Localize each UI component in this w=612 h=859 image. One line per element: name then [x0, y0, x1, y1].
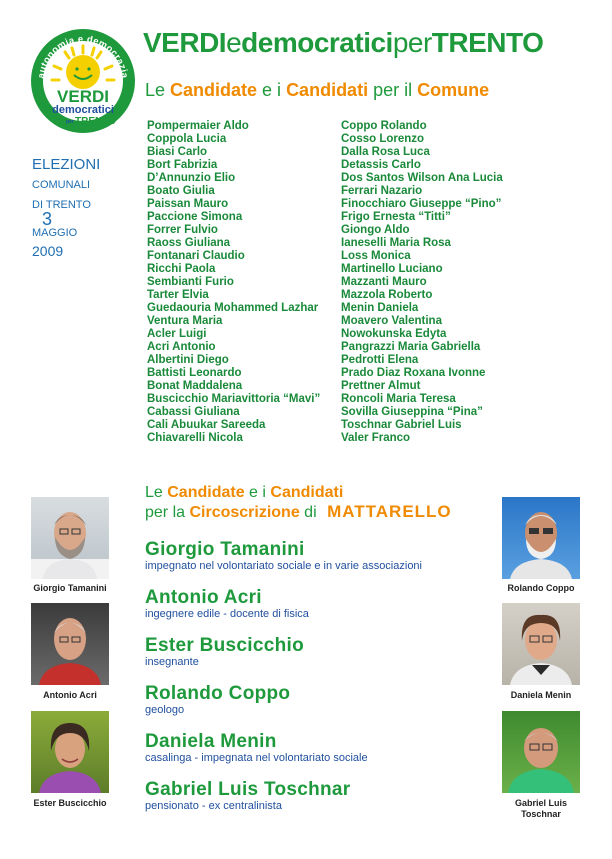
candidate-list-item: Pangrazzi Maria Gabriella [341, 341, 481, 353]
featured-candidate [145, 684, 290, 717]
logo-arc-text: autonomia e democrazia [36, 33, 130, 80]
candidate-list-item: Acler Luigi [147, 328, 207, 340]
featured-candidate [145, 540, 422, 573]
photo-caption: Gabriel Luis Toschnar [514, 798, 567, 819]
candidate-list-item: Giongo Aldo [341, 224, 410, 236]
logo-word-trento: TRENTO [75, 116, 116, 127]
candidate-list-item: Battisti Leonardo [147, 367, 242, 379]
candidate-list-item: Acri Antonio [147, 341, 216, 353]
election-day: 3 [42, 209, 53, 229]
candidate-list-item: Detassis Carlo [341, 159, 421, 171]
featured-desc: casalinga - impegnata nel volontariato sociale [145, 752, 368, 764]
featured-name: Ester Buscicchio [145, 635, 304, 656]
portrait-icon [502, 497, 580, 579]
candidate-list-item: Sembianti Furio [147, 276, 234, 288]
photo-caption: Daniela Menin [510, 690, 572, 700]
candidate-list-item: Biasi Carlo [147, 146, 208, 158]
candidate-list-item: Cosso Lorenzo [341, 133, 425, 145]
candidate-list-item: Coppola Lucia [147, 133, 227, 145]
candidate-list-item: Cabassi Giuliana [147, 406, 240, 418]
candidate-photo [502, 711, 580, 793]
featured-candidate [145, 588, 309, 621]
election-date-block [32, 158, 100, 258]
candidate-list-item: Prettner Almut [341, 380, 421, 392]
comune-subtitle: Le Candidate e i Candidati per il Comune [145, 80, 490, 100]
candidate-photo [31, 603, 109, 685]
candidate-list-item: Ricchi Paola [147, 263, 216, 275]
featured-desc: insegnante [145, 656, 199, 668]
candidate-list-item: Paissan Mauro [147, 198, 229, 210]
candidate-list-item: Ventura Maria [147, 315, 223, 327]
portrait-icon [31, 711, 109, 793]
candidate-list-item: Dalla Rosa Luca [341, 146, 430, 158]
candidate-list-item: Raoss Giuliana [147, 237, 231, 249]
candidate-list-item: Cali Abuukar Sareeda [147, 419, 266, 431]
candidate-list-item: Valer Franco [341, 432, 411, 444]
featured-name: Giorgio Tamanini [145, 539, 305, 560]
featured-candidate [145, 780, 351, 813]
candidate-list-item: Toschnar Gabriel Luis [341, 419, 462, 431]
candidate-list-item: Tarter Elvia [147, 289, 209, 301]
election-line-1: ELEZIONI [32, 156, 101, 173]
featured-name: Antonio Acri [145, 587, 262, 608]
candidate-list-item: Mazzola Roberto [341, 289, 433, 301]
page-title: VERDIedemocraticiperTRENTO [143, 27, 544, 58]
candidate-list-item: Bonat Maddalena [147, 380, 243, 392]
logo-word-per: per [66, 119, 74, 125]
candidate-photo [31, 497, 109, 579]
featured-desc: pensionato - ex centralinista [145, 800, 282, 812]
featured-name: Daniela Menin [145, 731, 277, 752]
candidate-list-item: Nowokunska Edyta [341, 328, 447, 340]
candidate-photo [502, 603, 580, 685]
candidate-list-item: Mazzanti Mauro [341, 276, 427, 288]
featured-desc: impegnato nel volontariato sociale e in varie associazioni [145, 560, 422, 572]
candidate-list-item: Boato Giulia [147, 185, 215, 197]
candidate-list-column-2 [341, 120, 503, 445]
featured-candidate [145, 732, 368, 765]
election-line-2: COMUNALI [32, 179, 91, 191]
election-month: MAGGIO [32, 227, 78, 239]
featured-candidate [145, 636, 304, 669]
candidate-list-item: Coppo Rolando [341, 120, 427, 132]
candidate-list-item: Frigo Ernesta “Titti” [341, 211, 451, 223]
candidate-list-item: D’Annunzio Elio [147, 172, 236, 184]
mattarello-header: Le Candidate e i Candidati per la Circoscrizione di MATTARELLO [145, 484, 452, 521]
portrait-icon [502, 603, 580, 685]
candidate-list-item: Moavero Valentina [341, 315, 442, 327]
party-logo [30, 28, 136, 134]
candidate-list-item: Ianeselli Maria Rosa [341, 237, 451, 249]
photo-caption: Giorgio Tamanini [33, 583, 107, 593]
candidate-list-item: Menin Daniela [341, 302, 419, 314]
candidate-list-item: Pompermaier Aldo [147, 120, 249, 132]
candidate-list-item: Fontanari Claudio [147, 250, 245, 262]
candidate-list-item: Paccione Simona [147, 211, 243, 223]
portrait-icon [502, 711, 580, 793]
portrait-icon [31, 603, 109, 685]
portrait-icon [31, 497, 109, 579]
candidate-list-item: Finocchiaro Giuseppe “Pino” [341, 198, 502, 210]
candidate-list-item: Sovilla Giuseppina “Pina” [341, 406, 483, 418]
election-line-3: DI TRENTO [32, 199, 91, 211]
candidate-list-item: Albertini Diego [147, 354, 229, 366]
candidate-list-item: Buscicchio Mariavittoria “Mavi” [147, 393, 321, 405]
photo-caption: Ester Buscicchio [33, 798, 107, 808]
featured-name: Gabriel Luis Toschnar [145, 779, 351, 800]
election-year: 2009 [32, 243, 64, 259]
featured-desc: ingegnere edile - docente di fisica [145, 608, 309, 620]
candidate-list-item: Dos Santos Wilson Ana Lucia [341, 172, 503, 184]
candidate-list-item: Bort Fabrizia [147, 159, 218, 171]
logo-word-democratici: democratici [52, 104, 114, 116]
candidate-list-item: Martinello Luciano [341, 263, 443, 275]
candidate-list-item: Roncoli Maria Teresa [341, 393, 456, 405]
featured-name: Rolando Coppo [145, 683, 291, 704]
photo-caption: Antonio Acri [43, 690, 97, 700]
candidate-photo [502, 497, 580, 579]
candidate-list-item: Forrer Fulvio [147, 224, 218, 236]
candidate-photo [31, 711, 109, 793]
featured-desc: geologo [145, 704, 185, 716]
candidate-list-item: Loss Monica [341, 250, 411, 262]
photo-caption: Rolando Coppo [507, 583, 575, 593]
candidate-list-item: Guedaouria Mohammed Lazhar [147, 302, 319, 314]
candidate-list-item: Prado Diaz Roxana Ivonne [341, 367, 486, 379]
candidate-list-item: Chiavarelli Nicola [147, 432, 243, 444]
candidate-list-item: Pedrotti Elena [341, 354, 419, 366]
candidate-list-item: Ferrari Nazario [341, 185, 423, 197]
logo-word-verdi: VERDI [57, 87, 109, 106]
candidate-list-column-1 [147, 120, 320, 445]
